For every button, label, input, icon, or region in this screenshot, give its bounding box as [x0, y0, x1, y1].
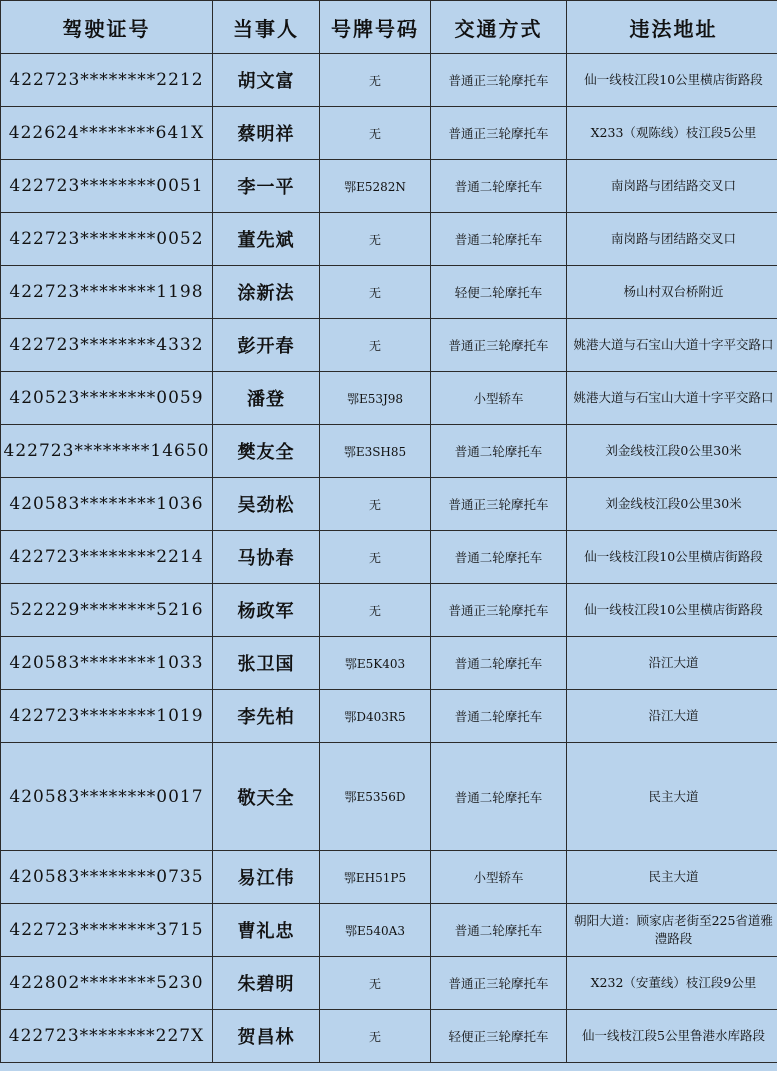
header-party: 当事人: [213, 1, 320, 54]
license-number-cell: 420523********0059: [1, 372, 213, 425]
plate-number-cell: 鄂E5356D: [320, 743, 431, 851]
transport-mode-cell: 小型轿车: [431, 851, 567, 904]
violation-address-cell: 沿江大道: [567, 690, 777, 743]
violation-address-cell: X233（观陈线）枝江段5公里: [567, 107, 777, 160]
header-row: [1, 1, 777, 54]
party-name-cell: 潘登: [213, 372, 320, 425]
violation-address-cell: 姚港大道与石宝山大道十字平交路口: [567, 372, 777, 425]
transport-mode-cell: 普通二轮摩托车: [431, 690, 567, 743]
violation-address-cell: 仙一线枝江段10公里横店街路段: [567, 531, 777, 584]
party-name-cell: 董先斌: [213, 213, 320, 266]
violation-address-cell: 南岗路与团结路交叉口: [567, 213, 777, 266]
violation-address-cell: 杨山村双台桥附近: [567, 266, 777, 319]
table-row: [1, 107, 777, 160]
party-name-cell: 朱碧明: [213, 957, 320, 1010]
license-number-cell: 422723********227X: [1, 1010, 213, 1063]
party-name-cell: 贺昌林: [213, 1010, 320, 1063]
violation-address-cell: 仙一线枝江段10公里横店街路段: [567, 584, 777, 637]
party-name-cell: 张卫国: [213, 637, 320, 690]
plate-number-cell: 无: [320, 531, 431, 584]
plate-number-cell: 鄂E3SH85: [320, 425, 431, 478]
table-row: [1, 851, 777, 904]
table-row: [1, 584, 777, 637]
party-name-cell: 樊友全: [213, 425, 320, 478]
table-row: [1, 957, 777, 1010]
party-name-cell: 李先柏: [213, 690, 320, 743]
plate-number-cell: 无: [320, 213, 431, 266]
license-number-cell: 420583********0017: [1, 743, 213, 851]
plate-number-cell: 无: [320, 319, 431, 372]
table-row: [1, 266, 777, 319]
party-name-cell: 马协春: [213, 531, 320, 584]
table-row: [1, 531, 777, 584]
license-number-cell: 422723********14650: [1, 425, 213, 478]
transport-mode-cell: 普通二轮摩托车: [431, 531, 567, 584]
party-name-cell: 敬天全: [213, 743, 320, 851]
license-number-cell: 422723********1198: [1, 266, 213, 319]
table-row: [1, 160, 777, 213]
plate-number-cell: 无: [320, 107, 431, 160]
plate-number-cell: 鄂E5K403: [320, 637, 431, 690]
transport-mode-cell: 小型轿车: [431, 372, 567, 425]
violation-address-cell: 姚港大道与石宝山大道十字平交路口: [567, 319, 777, 372]
violation-address-cell: X232（安董线）枝江段9公里: [567, 957, 777, 1010]
plate-number-cell: 无: [320, 957, 431, 1010]
license-number-cell: 420583********1033: [1, 637, 213, 690]
license-number-cell: 422723********2212: [1, 54, 213, 107]
table-row: [1, 478, 777, 531]
transport-mode-cell: 普通正三轮摩托车: [431, 107, 567, 160]
plate-number-cell: 鄂E540A3: [320, 904, 431, 957]
party-name-cell: 彭开春: [213, 319, 320, 372]
party-name-cell: 李一平: [213, 160, 320, 213]
plate-number-cell: 无: [320, 584, 431, 637]
violation-address-cell: 仙一线枝江段10公里横店街路段: [567, 54, 777, 107]
plate-number-cell: 无: [320, 266, 431, 319]
table-row: [1, 319, 777, 372]
header-violation-address: 违法地址: [567, 1, 777, 54]
transport-mode-cell: 普通正三轮摩托车: [431, 319, 567, 372]
license-number-cell: 522229********5216: [1, 584, 213, 637]
transport-mode-cell: 轻便二轮摩托车: [431, 266, 567, 319]
transport-mode-cell: 普通二轮摩托车: [431, 213, 567, 266]
violation-address-cell: 民主大道: [567, 851, 777, 904]
table-body: [1, 54, 777, 1063]
violation-address-cell: 刘金线枝江段0公里30米: [567, 478, 777, 531]
party-name-cell: 杨政军: [213, 584, 320, 637]
header-plate-number: 号牌号码: [320, 1, 431, 54]
violation-address-cell: 刘金线枝江段0公里30米: [567, 425, 777, 478]
license-number-cell: 422723********0051: [1, 160, 213, 213]
table-row: [1, 54, 777, 107]
violation-address-cell: 沿江大道: [567, 637, 777, 690]
transport-mode-cell: 普通正三轮摩托车: [431, 584, 567, 637]
license-number-cell: 422624********641X: [1, 107, 213, 160]
plate-number-cell: 鄂EH51P5: [320, 851, 431, 904]
table-row: [1, 743, 777, 851]
transport-mode-cell: 普通正三轮摩托车: [431, 54, 567, 107]
transport-mode-cell: 普通正三轮摩托车: [431, 478, 567, 531]
violation-address-cell: 南岗路与团结路交叉口: [567, 160, 777, 213]
table-row: [1, 690, 777, 743]
transport-mode-cell: 普通正三轮摩托车: [431, 957, 567, 1010]
license-number-cell: 422723********4332: [1, 319, 213, 372]
header-transport-mode: 交通方式: [431, 1, 567, 54]
license-number-cell: 420583********0735: [1, 851, 213, 904]
header-license-number: 驾驶证号: [1, 1, 213, 54]
violation-address-cell: 民主大道: [567, 743, 777, 851]
table-row: [1, 904, 777, 957]
transport-mode-cell: 普通二轮摩托车: [431, 637, 567, 690]
party-name-cell: 涂新法: [213, 266, 320, 319]
plate-number-cell: 鄂E53J98: [320, 372, 431, 425]
party-name-cell: 吴劲松: [213, 478, 320, 531]
license-number-cell: 422802********5230: [1, 957, 213, 1010]
violation-address-cell: 仙一线枝江段5公里鲁港水库路段: [567, 1010, 777, 1063]
license-number-cell: 422723********3715: [1, 904, 213, 957]
party-name-cell: 胡文富: [213, 54, 320, 107]
license-number-cell: 422723********0052: [1, 213, 213, 266]
table-row: [1, 1010, 777, 1063]
license-number-cell: 420583********1036: [1, 478, 213, 531]
license-number-cell: 422723********2214: [1, 531, 213, 584]
license-number-cell: 422723********1019: [1, 690, 213, 743]
party-name-cell: 易江伟: [213, 851, 320, 904]
party-name-cell: 蔡明祥: [213, 107, 320, 160]
plate-number-cell: 无: [320, 1010, 431, 1063]
transport-mode-cell: 普通二轮摩托车: [431, 160, 567, 213]
transport-mode-cell: 普通二轮摩托车: [431, 425, 567, 478]
plate-number-cell: 鄂E5282N: [320, 160, 431, 213]
violation-address-cell: 朝阳大道：顾家店老街至225省道雅澧路段: [567, 904, 777, 957]
table-row: [1, 425, 777, 478]
table-row: [1, 213, 777, 266]
table-row: [1, 372, 777, 425]
transport-mode-cell: 普通二轮摩托车: [431, 904, 567, 957]
table-row: [1, 637, 777, 690]
transport-mode-cell: 轻便正三轮摩托车: [431, 1010, 567, 1063]
plate-number-cell: 鄂D403R5: [320, 690, 431, 743]
plate-number-cell: 无: [320, 478, 431, 531]
plate-number-cell: 无: [320, 54, 431, 107]
transport-mode-cell: 普通二轮摩托车: [431, 743, 567, 851]
party-name-cell: 曹礼忠: [213, 904, 320, 957]
